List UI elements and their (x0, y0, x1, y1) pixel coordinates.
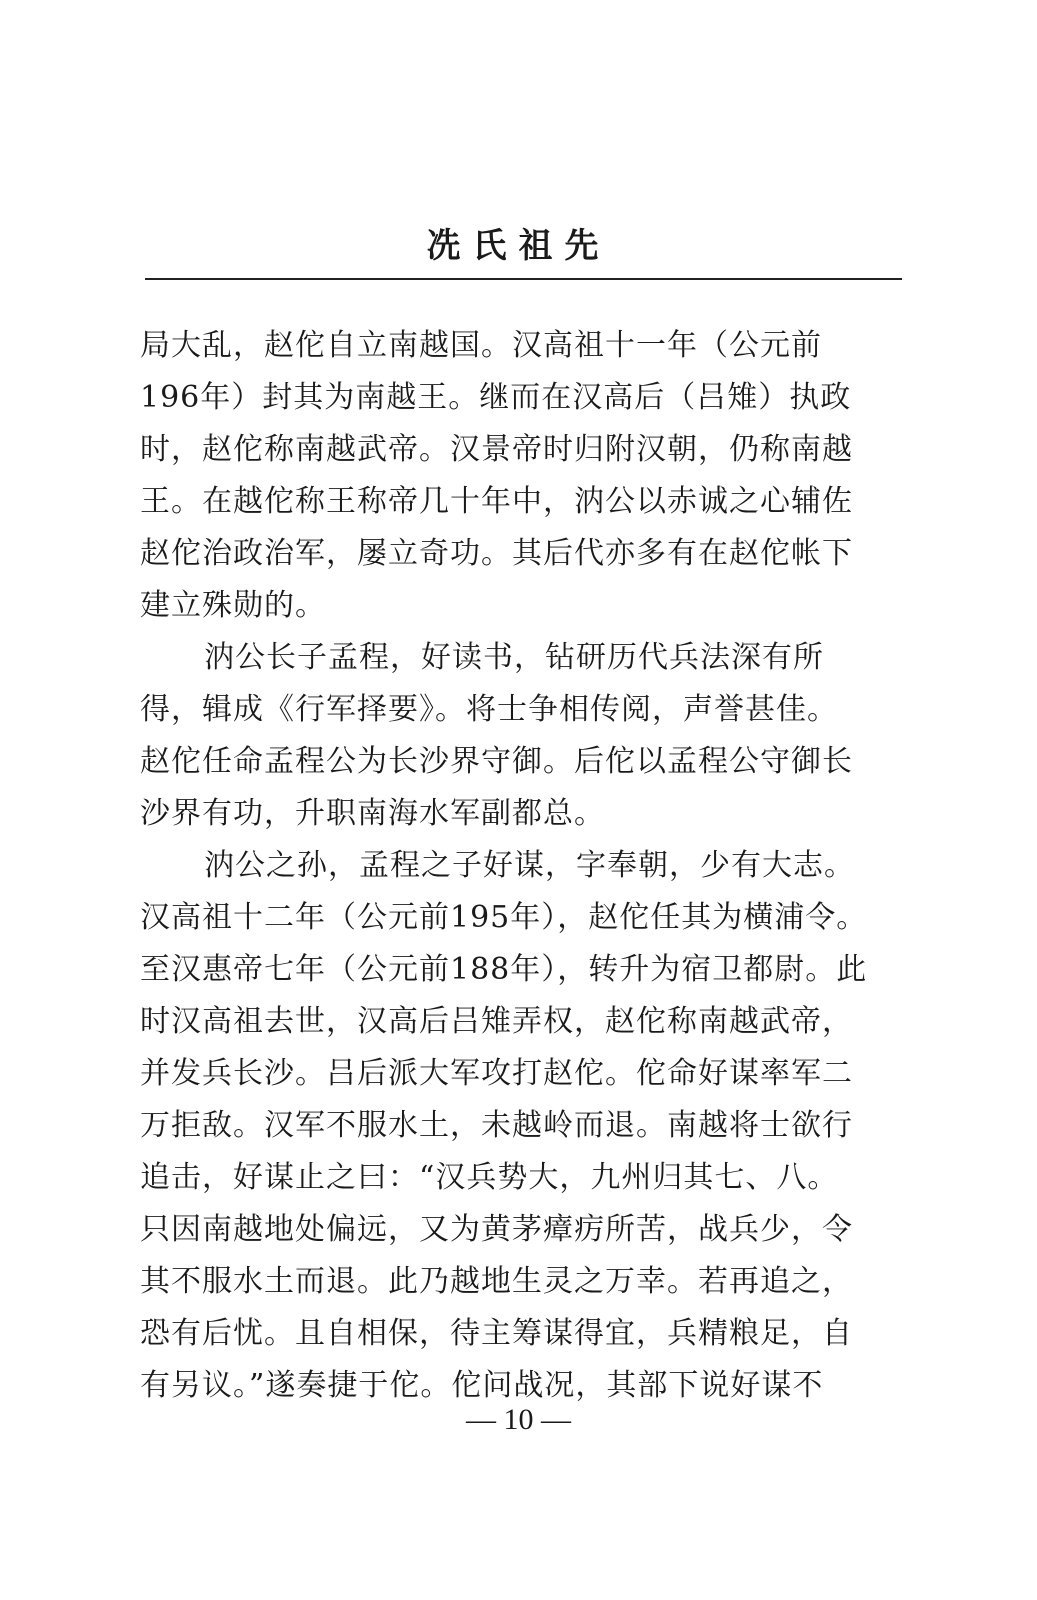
text-line: 局大乱，赵佗自立南越国。汉高祖十一年（公元前 (140, 328, 822, 363)
text-line: 赵佗治政治军，屡立奇功。其后代亦多有在赵佗帐下 (140, 536, 853, 571)
running-header-title: 冼氏祖先 (426, 226, 611, 266)
text-line: 至汉惠帝七年（公元前188年），转升为宿卫都尉。此 (140, 952, 868, 987)
page-number: — 10 — (466, 1403, 571, 1436)
text-line: 并发兵长沙。吕后派大军攻打赵佗。佗命好谋率军二 (140, 1056, 853, 1091)
text-line: 赵佗任命孟程公为长沙界守御。后佗以孟程公守御长 (140, 744, 853, 779)
text-line: 时，赵佗称南越武帝。汉景帝时归附汉朝，仍称南越 (140, 432, 853, 467)
text-line: 时汉高祖去世，汉高后吕雉弄权，赵佗称南越武帝， (140, 1004, 853, 1039)
text-line: 万拒敌。汉军不服水土，未越岭而退。南越将士欲行 (140, 1108, 853, 1143)
paragraph-first-line: 汭公长子孟程，好读书，钻研历代兵法深有所 (204, 640, 824, 675)
text-line: 恐有后忧。且自相保，待主筹谋得宜，兵精粮足，自 (140, 1316, 853, 1351)
text-line: 只因南越地处偏远，又为黄茅瘴疠所苦，战兵少，令 (140, 1212, 853, 1247)
text-line: 196年）封其为南越王。继而在汉高后（吕雉）执政 (140, 380, 852, 415)
text-line: 建立殊勋的。 (140, 588, 326, 623)
header-rule (145, 278, 902, 280)
text-line: 得，辑成《行军择要》。将士争相传阅，声誉甚佳。 (140, 692, 838, 727)
text-line: 沙界有功，升职南海水军副都总。 (140, 796, 605, 831)
text-line: 有另议。”遂奏捷于佗。佗问战况，其部下说好谋不 (140, 1368, 824, 1403)
text-line: 王。在越佗称王称帝几十年中，汭公以赤诚之心辅佐 (140, 484, 853, 519)
text-line: 其不服水土而退。此乃越地生灵之万幸。若再追之， (140, 1264, 853, 1299)
body-text (140, 320, 900, 1412)
paragraph-first-line: 汭公之孙，孟程之子好谋，字奉朝，少有大志。 (204, 848, 855, 883)
text-line: 汉高祖十二年（公元前195年），赵佗任其为横浦令。 (140, 900, 868, 935)
text-line: 追击，好谋止之曰：“汉兵势大，九州归其七、八。 (140, 1160, 839, 1195)
